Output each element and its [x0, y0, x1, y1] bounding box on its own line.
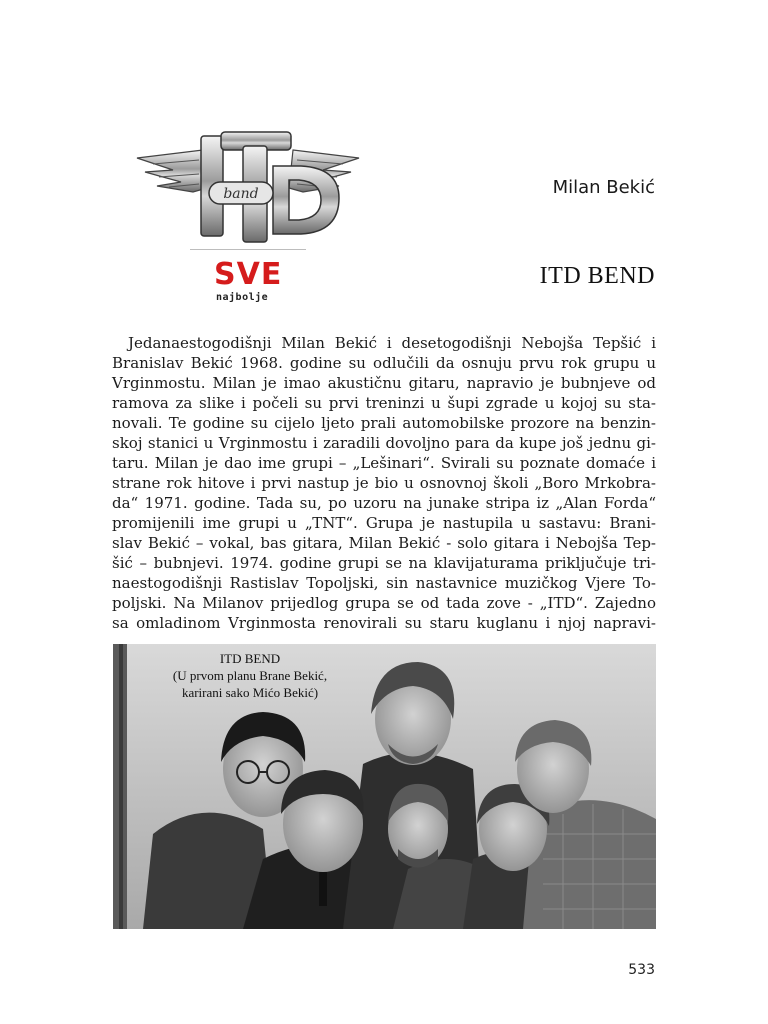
chapter-title: ITD BEND — [539, 263, 655, 289]
photo-caption — [150, 650, 350, 701]
paragraph-line: promijenili ime grupi u „TNT“. Grupa je nastupila u sastavu: Brani- — [112, 514, 656, 532]
paragraph-line: šić – bubnjevi. 1974. godine grupi se na klavijaturama priključuje tri- — [112, 554, 656, 572]
paragraph-line: Vrginmostu. Milan je imao akustičnu gitaru, napravio je bubnjeve od — [112, 374, 656, 392]
logo-badge-text: band — [223, 186, 259, 202]
paragraph-line: strane rok hitove i prvi nastup je bio u osnovnoj školi „Boro Mrkobra- — [112, 474, 656, 492]
body-paragraph — [112, 333, 656, 633]
series-title: SVE — [214, 257, 283, 292]
caption-line: (U prvom planu Brane Bekić, — [172, 668, 328, 683]
page-number: 533 — [628, 962, 655, 978]
series-subtitle: najbolje — [216, 292, 269, 303]
paragraph-line: poljski. Na Milanov prijedlog grupa se od tada zove - „ITD“. Zajedno — [112, 594, 656, 612]
paragraph-line: taru. Milan je dao ime grupi – „Lešinari“. Svirali su poznate domaće i — [112, 454, 656, 472]
paragraph-line: sa omladinom Vrginmosta renovirali su staru kuglanu i njoj napravi- — [112, 614, 656, 632]
caption-title: ITD BEND — [219, 651, 281, 666]
author-name: Milan Bekić — [552, 177, 655, 198]
paragraph-line: naestogodišnji Rastislav Topoljski, sin nastavnice muzičkog Vjere To- — [112, 574, 656, 592]
paragraph-line: Branislav Bekić 1968. godine su odlučili da osnuju prvu rok grupu u — [112, 354, 656, 372]
itd-band-logo — [133, 128, 363, 246]
logo-divider — [190, 249, 306, 250]
paragraph-line: slav Bekić – vokal, bas gitara, Milan Bekić - solo gitara i Nebojša Tep- — [112, 534, 656, 552]
paragraph-line: novali. Te godine su cijelo ljeto prali automobilske prozore na benzin- — [112, 414, 656, 432]
paragraph-line: da“ 1971. godine. Tada su, po uzoru na junake stripa iz „Alan Forda“ — [112, 494, 656, 512]
paragraph-line: Jedanaestogodišnji Milan Bekić i desetogodišnji Nebojša Tepšić i — [128, 334, 656, 352]
paragraph-line: skoj stanici u Vrginmostu i zaradili dovoljno para da kupe još jednu gi- — [112, 434, 656, 452]
left-wing-icon — [137, 150, 207, 192]
caption-line: karirani sako Mićo Bekić) — [181, 685, 319, 700]
paragraph-line: ramova za slike i počeli su prvi treninzi u šupi zgrade u kojoj su sta- — [112, 394, 656, 412]
